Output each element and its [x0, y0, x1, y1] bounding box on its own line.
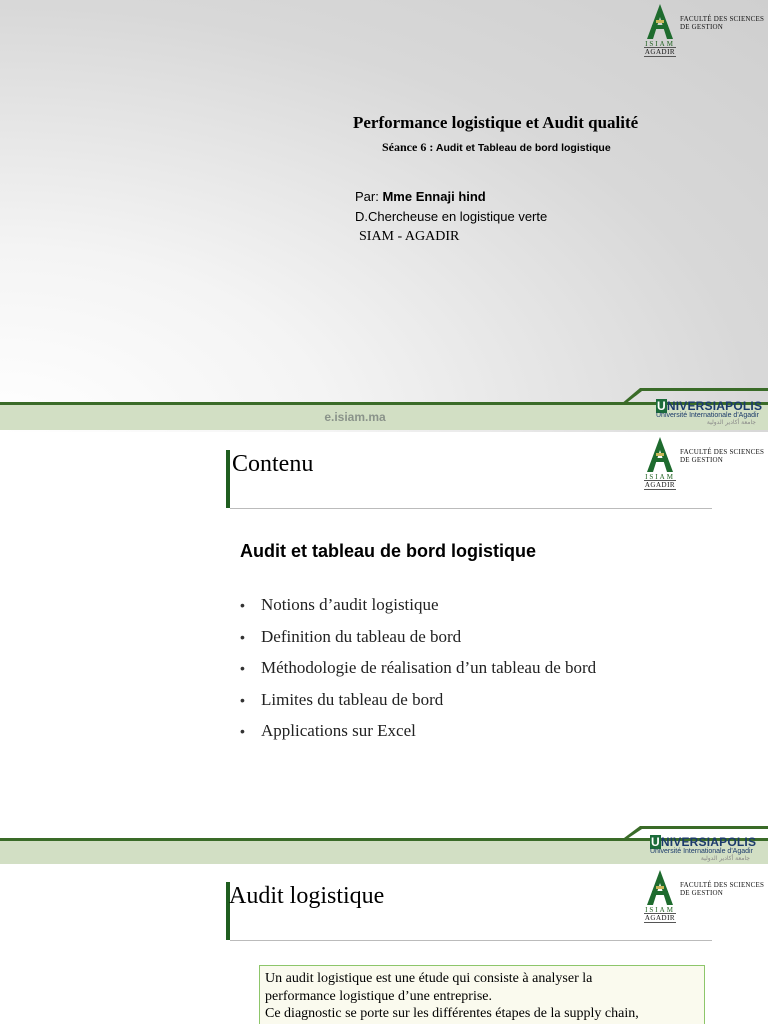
- session-line: [382, 140, 611, 155]
- session-label: Séance 6 :: [382, 140, 434, 154]
- title-slide: [0, 0, 768, 432]
- list-item: • Definition du tableau de bord: [240, 626, 462, 646]
- isiam-a-icon: [644, 869, 676, 907]
- presentation-title: Performance logistique et Audit qualité: [353, 113, 639, 132]
- slide-heading: Audit logistique: [229, 883, 385, 909]
- isiam-a-icon: [644, 436, 676, 474]
- isiam-text: ISIAM: [645, 906, 675, 914]
- isiam-text: ISIAM: [645, 40, 675, 48]
- list-item: • Notions d’audit logistique: [240, 595, 439, 614]
- par-label: Par:: [355, 189, 383, 204]
- box-line: Ce diagnostic se porte sur les différentes étapes de la supply chain,: [265, 1006, 639, 1021]
- contents-slide: [0, 432, 768, 864]
- isiam-logo: [644, 869, 768, 925]
- list-item: • Applications sur Excel: [240, 721, 416, 740]
- definition-box: [259, 965, 705, 1024]
- faculty-label: FACULTÉ DES SCIENCES DE GESTION: [680, 448, 765, 464]
- isiam-text: ISIAM: [645, 473, 675, 481]
- heading-rule: [230, 940, 712, 941]
- universiapolis-logo: UNIVERSIAPOLIS Université Internationale d'Agadir جامعة أكادير الدولية: [656, 399, 763, 426]
- author-name: Mme Ennaji hind: [382, 189, 486, 204]
- contents-list: [240, 595, 596, 753]
- list-item: • Limites du tableau de bord: [240, 689, 444, 709]
- isiam-a-icon: [644, 3, 676, 41]
- audit-slide: [0, 864, 768, 1024]
- list-item: • Méthodologie de réalisation d’un tableau de bord: [240, 658, 597, 677]
- author-location: SIAM - AGADIR: [359, 229, 460, 244]
- box-line: Un audit logistique est une étude qui consiste à analyser la: [265, 971, 593, 986]
- slide-heading: Contenu: [232, 451, 314, 477]
- faculty-label: FACULTÉ DES SCIENCES DE GESTION: [680, 15, 765, 31]
- heading-accent-bar: [226, 450, 230, 508]
- agadir-text: AGADIR: [644, 914, 676, 922]
- agadir-text: AGADIR: [644, 481, 676, 489]
- session-value: Audit et Tableau de bord logistique: [433, 142, 611, 154]
- section-title: Audit et tableau de bord logistique: [240, 541, 537, 561]
- universiapolis-logo: UNIVERSIAPOLIS Université Internationale d'Agadir جامعة أكادير الدولية: [650, 835, 757, 862]
- box-line: performance logistique d’une entreprise.: [265, 988, 493, 1004]
- footer-url[interactable]: e.isiam.ma: [324, 410, 386, 424]
- isiam-logo: [644, 3, 768, 59]
- author-role: D.Chercheuse en logistique verte: [355, 209, 548, 224]
- author-block: [355, 187, 547, 247]
- isiam-logo: [644, 436, 768, 492]
- faculty-label: FACULTÉ DES SCIENCES DE GESTION: [680, 881, 765, 897]
- agadir-text: AGADIR: [644, 48, 676, 56]
- heading-rule: [230, 508, 712, 509]
